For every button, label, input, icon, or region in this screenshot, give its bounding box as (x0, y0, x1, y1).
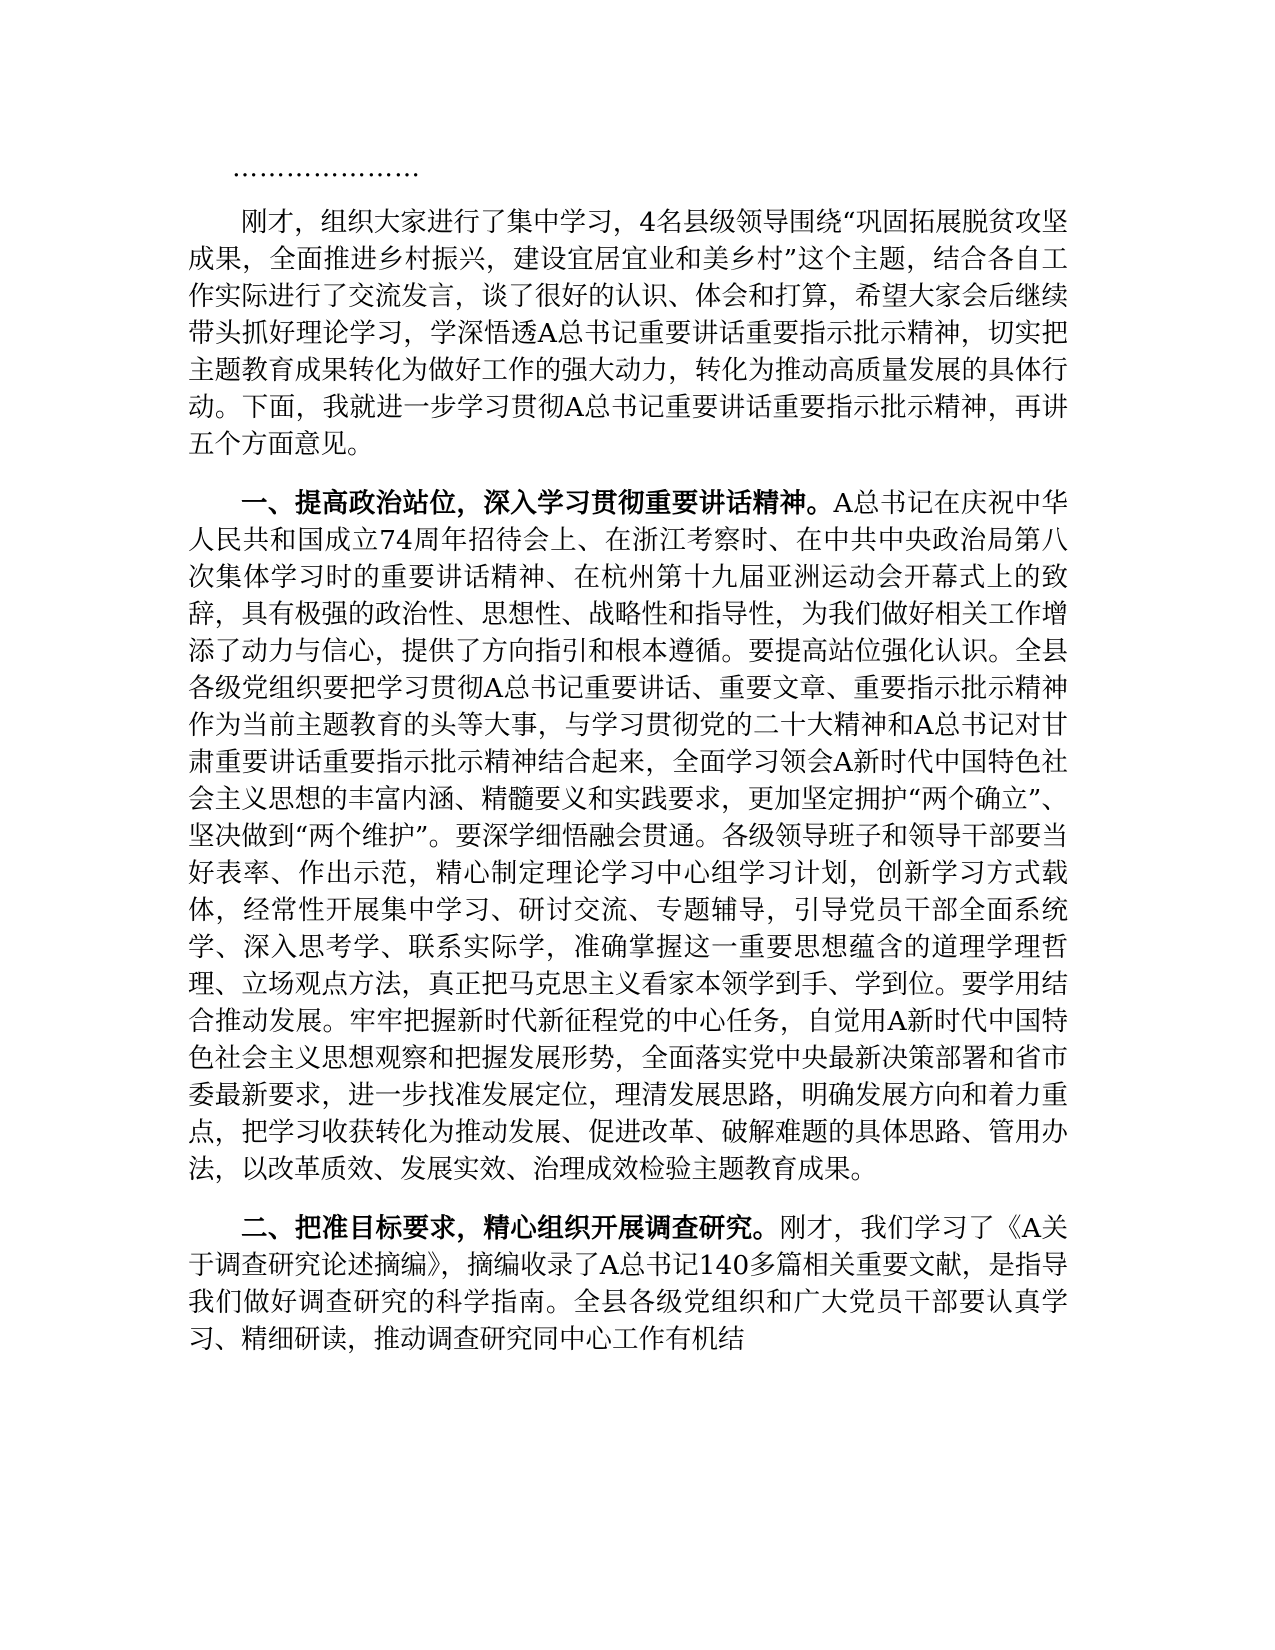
section-2-paragraph (188, 1210, 1068, 1358)
section-2-heading: 二、把准目标要求，精心组织开展调查研究。 (241, 1213, 780, 1244)
document-page (188, 150, 1068, 1358)
section-1-paragraph (188, 485, 1068, 1188)
section-2-body: 刚才，我们学习了《A关于调查研究论述摘编》，摘编收录了A总书记140多篇相关重要文献，是指导我们做好调查研究的科学指南。全县各级党组织和广大党员干部要认真学习、精细研读，推动调查研究同中心工作有机结 (188, 1213, 1069, 1355)
section-1-heading: 一、提高政治站位，深入学习贯彻重要讲话精神。 (241, 488, 834, 519)
section-1-body: A总书记在庆祝中华人民共和国成立74周年招待会上、在浙江考察时、在中共中央政治局第八次集体学习时的重要讲话精神、在杭州第十九届亚洲运动会开幕式上的致辞，具有极强的政治性、思想性、战略性和指导性，为我们做好相关工作增添了动力与信心，提供了方向指引和根本遵循。要提高站位强化认识。全县各级党组织要把学习贯彻A总书记重要讲话、重要文章、重要指示批示精神作为当前主题教育的头等大事，与学习贯彻党的二十大精神和A总书记对甘肃重要讲话重要指示批示精神结合起来，全面学习领会A新时代中国特色社会主义思想的丰富内涵、精髓要义和实践要求，更加坚定拥护“两个确立”、坚决做到“两个维护”。要深学细悟融会贯通。各级领导班子和领导干部要当好表率、作出示范，精心制定理论学习中心组学习计划，创新学习方式载体，经常性开展集中学习、研讨交流、专题辅导，引导党员干部全面系统学、深入思考学、联系实际学，准确掌握这一重要思想蕴含的道理学理哲理、立场观点方法，真正把马克思主义看家本领学到手、学到位。要学用结合推动发展。牢牢把握新时代新征程党的中心任务，自觉用A新时代中国特色社会主义思想观察和把握发展形势，全面落实党中央最新决策部署和省市委最新要求，进一步找准发展定位，理清发展思路，明确发展方向和着力重点，把学习收获转化为推动发展、促进改革、破解难题的具体思路、管用办法，以改革质效、发展实效、治理成效检验主题教育成果。 (188, 488, 1069, 1185)
leader-dots: ………………… (232, 153, 421, 183)
intro-paragraph: 刚才，组织大家进行了集中学习，4名县级领导围绕“巩固拓展脱贫攻坚成果，全面推进乡村振兴，建设宜居宜业和美乡村”这个主题，结合各自工作实际进行了交流发言，谈了很好的认识、体会和打算，希望大家会后继续带头抓好理论学习，学深悟透A总书记重要讲话重要指示批示精神，切实把主题教育成果转化为做好工作的强大动力，转化为推动高质量发展的具体行动。下面，我就进一步学习贯彻A总书记重要讲话重要指示批示精神，再讲五个方面意见。 (188, 207, 1068, 460)
